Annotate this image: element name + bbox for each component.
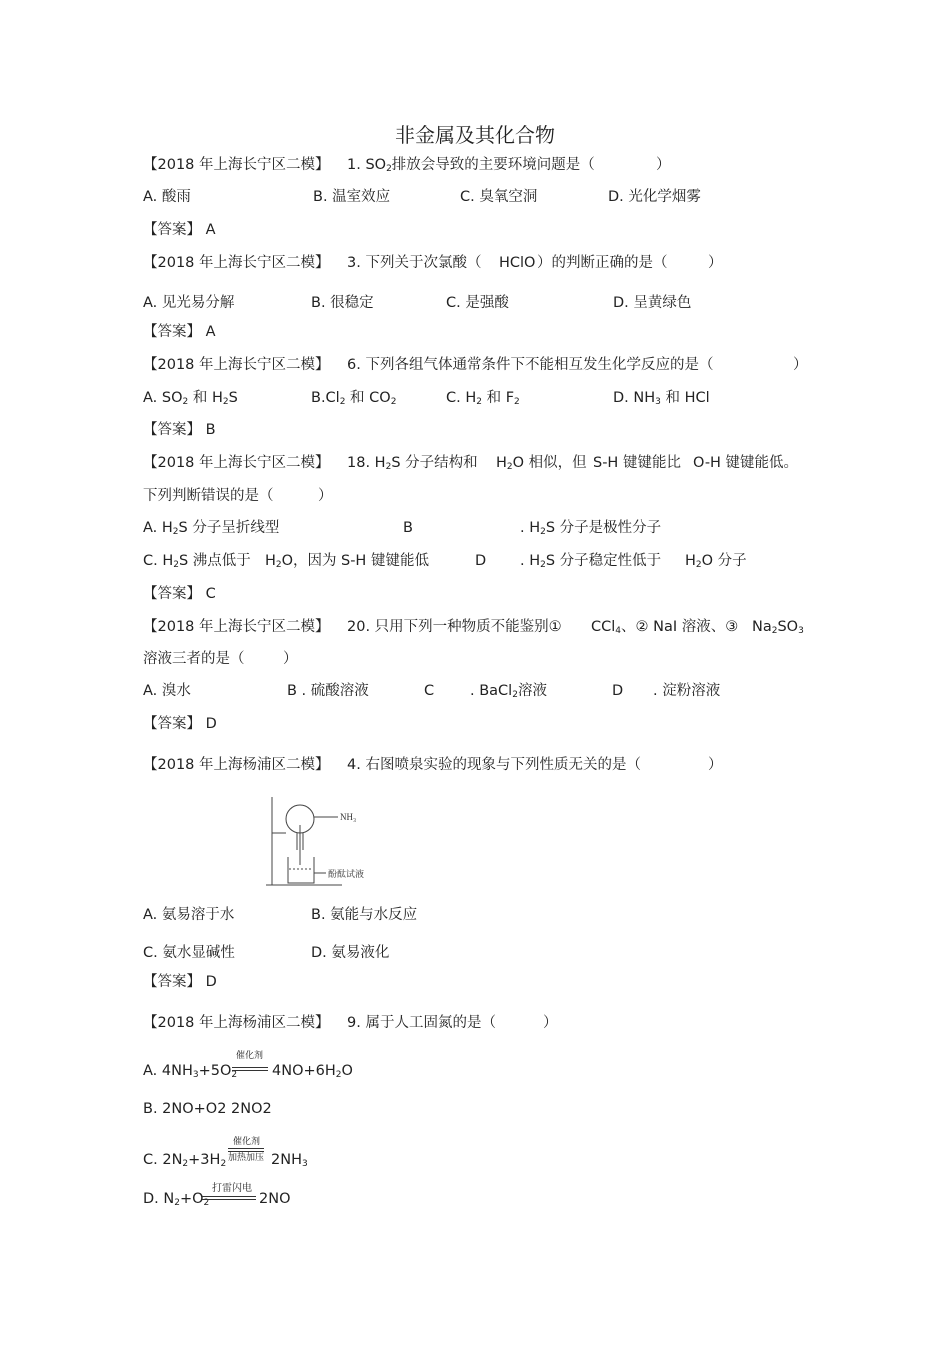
q9-stem: 9. 属于人工固氮的是（ [347, 1015, 496, 1031]
q20-source: 【2018 年上海长宁区二模】 [143, 619, 330, 635]
q20-option-d-letter: D [612, 683, 624, 699]
q1-paren: ） [656, 157, 671, 173]
q9-option-d-arrow [202, 1196, 256, 1200]
q9-option-c-condition-bottom: 加热加压 [228, 1153, 265, 1163]
q20-option-a: A. 溴水 [143, 683, 191, 699]
q6-source: 【2018 年上海长宁区二模】 [143, 357, 330, 373]
q18-option-d: . $H_2S$ 分子稳定性低于 [520, 553, 662, 570]
q6-stem: 6. 下列各组气体通常条件下不能相互发生化学反应的是（ [347, 357, 714, 373]
q18-option-c-3: S-H 键键能低 [341, 553, 429, 569]
q20-answer: 【答案】 D [143, 716, 217, 732]
q4-stem: 4. 右图喷泉实验的现象与下列性质无关的是（ [347, 757, 641, 773]
q9-option-d-lhs: D. $N_2+O_2$ [143, 1191, 210, 1208]
q9-option-a-arrow [232, 1067, 268, 1071]
q9-option-a-condition: 催化剂 [236, 1051, 264, 1061]
q9-source: 【2018 年上海杨浦区二模】 [143, 1015, 330, 1031]
q4-option-b: B. 氨能与水反应 [311, 907, 418, 923]
q1-answer: 【答案】 A [143, 222, 216, 238]
q18-source: 【2018 年上海长宁区二模】 [143, 455, 330, 471]
q20-option-d: . 淀粉溶液 [653, 683, 721, 699]
q9-option-c-lhs: C. $2N_2+3H_2$ [143, 1152, 227, 1169]
q4-paren: ） [708, 757, 723, 773]
q20-stem-3: $Na_2SO_3$ [752, 619, 804, 636]
q20-stem-1: 20. 只用下列一种物质不能鉴别① [347, 619, 562, 635]
q9-option-d-rhs: 2NO [259, 1191, 291, 1207]
q3-stem: 3. 下列关于次氯酸（ [347, 255, 482, 271]
figure-label-phenolphthalein: 酚酞试液 [328, 870, 365, 880]
q9-option-c-arrow [228, 1148, 264, 1152]
q18-option-c: C. $H_2S$ 沸点低于 [143, 553, 251, 570]
q9-option-c-rhs: $2NH_3$ [271, 1152, 308, 1169]
q18-stem-2: $H_2O$ 相似，但 [496, 455, 587, 472]
q3-option-c: C. 是强酸 [446, 295, 509, 311]
q18-stem-4: O-H 键键能低。 [693, 455, 799, 471]
page-title: 非金属及其化合物 [395, 123, 555, 147]
q20-option-c-letter: C [424, 683, 435, 699]
q20-paren: ） [283, 651, 298, 667]
q18-option-d-2: $H_2O$ 分子 [685, 553, 747, 570]
q18-stem-3: S-H 键键能比 [593, 455, 681, 471]
q1-option-c: C. 臭氧空洞 [460, 189, 538, 205]
fountain-experiment-figure [262, 795, 392, 890]
q18-option-b-letter: B [403, 520, 413, 536]
q1-option-a: A. 酸雨 [143, 189, 191, 205]
q9-option-b: B. 2NO+O2 2NO2 [143, 1101, 272, 1117]
figure-label-nh3: NH₃ [340, 812, 357, 822]
q20-stem-2: CCl$_4$、② NaI 溶液、③ [591, 619, 739, 636]
q20-option-c: . BaCl$_2$溶液 [470, 683, 547, 700]
q4-answer: 【答案】 D [143, 974, 217, 990]
q6-paren: ） [793, 357, 808, 373]
q4-source: 【2018 年上海杨浦区二模】 [143, 757, 330, 773]
q3-stem-b: ）的判断正确的是（ [537, 255, 668, 271]
q18-stem-1: 18. $H_2S$ 分子结构和 [347, 455, 478, 472]
q1-option-b: B. 温室效应 [313, 189, 391, 205]
beaker [288, 857, 314, 883]
q4-option-d: D. 氨易液化 [311, 945, 390, 961]
q20-stem-line2: 溶液三者的是（ [143, 651, 245, 667]
q9-paren: ） [543, 1015, 558, 1031]
q6-option-b: $B.Cl_2$ 和 $CO_2$ [311, 390, 397, 407]
q6-answer: 【答案】 B [143, 422, 216, 438]
q6-option-c: C. $H_2$ 和 $F_2$ [446, 390, 520, 407]
q18-option-a: A. $H_2S$ 分子呈折线型 [143, 520, 280, 537]
q1-option-d: D. 光化学烟雾 [608, 189, 701, 205]
q6-option-a: A. $SO_2$ 和 $H_2S$ [143, 390, 238, 407]
q18-paren: ） [318, 488, 333, 504]
q9-option-a-rhs: $4NO+6H_2O$ [272, 1063, 353, 1080]
q3-option-a: A. 见光易分解 [143, 295, 235, 311]
q18-stem-line2: 下列判断错误的是（ [143, 488, 274, 504]
q3-source: 【2018 年上海长宁区二模】 [143, 255, 330, 271]
q18-option-d-letter: D [475, 553, 487, 569]
q9-option-c-condition-top: 催化剂 [233, 1137, 261, 1147]
q18-option-b: . $H_2S$ 分子是极性分子 [520, 520, 662, 537]
q3-answer: 【答案】 A [143, 324, 216, 340]
q4-option-c: C. 氨水显碱性 [143, 945, 235, 961]
q20-option-b: B . 硫酸溶液 [287, 683, 369, 699]
q4-option-a: A. 氨易溶于水 [143, 907, 235, 923]
q6-option-d: D. $NH_3$ 和 HCl [613, 390, 710, 407]
q3-formula: HClO [499, 255, 536, 271]
q1-stem: 1. $SO_2$排放会导致的主要环境问题是（ [347, 157, 595, 174]
q9-option-d-condition: 打雷闪电 [212, 1183, 252, 1194]
q3-option-b: B. 很稳定 [311, 295, 374, 311]
q3-paren: ） [708, 255, 723, 271]
q18-answer: 【答案】 C [143, 586, 216, 602]
q18-option-c-2: $H_2O$，因为 [265, 553, 337, 570]
q1-source: 【2018 年上海长宁区二模】 [143, 157, 330, 173]
q3-option-d: D. 呈黄绿色 [613, 295, 692, 311]
q9-option-a-lhs: A. $4NH_3+5O_2$ [143, 1063, 238, 1080]
